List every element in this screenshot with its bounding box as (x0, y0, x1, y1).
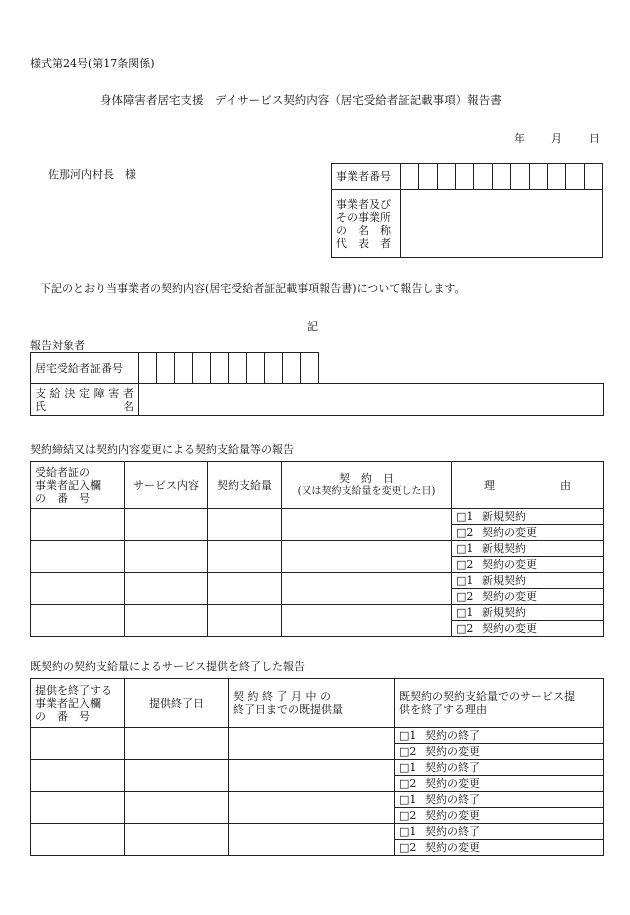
checkbox-icon[interactable]: □2 (399, 841, 417, 854)
s1-header-contract-date-main: 契 約 日 (339, 472, 394, 485)
checkbox-icon[interactable]: □2 (399, 745, 417, 758)
s1-option-change[interactable] (452, 557, 604, 573)
s1-cell-date[interactable] (282, 573, 452, 605)
form-number: 様式第24号(第17条関係) (30, 57, 155, 70)
cert-number-digit[interactable] (211, 353, 229, 384)
intro-text: 下記のとおり当事業者の契約内容(居宅受給者証記載事項報告書)について報告します。 (40, 282, 466, 295)
operator-number-digit[interactable] (419, 164, 437, 190)
s1-header-service: サービス内容 (125, 462, 208, 509)
s1-cell-date[interactable] (282, 509, 452, 541)
s2-cell-end-date[interactable] (125, 792, 229, 824)
section1-title: 契約締結又は契約内容変更による契約支給量等の報告 (30, 443, 294, 456)
s1-option-change[interactable] (452, 589, 604, 605)
s1-option-change[interactable] (452, 525, 604, 541)
cert-number-digit[interactable] (283, 353, 301, 384)
operator-number-label: 事業者番号 (332, 164, 401, 190)
s2-option-change[interactable] (395, 744, 604, 760)
s1-cell-amount[interactable] (208, 509, 282, 541)
checkbox-icon[interactable]: □2 (399, 777, 417, 790)
section2-table (30, 678, 604, 856)
checkbox-icon[interactable]: □1 (399, 729, 417, 742)
s1-header-reason-b: 由 (560, 478, 571, 492)
cert-number-digit[interactable] (247, 353, 265, 384)
checkbox-icon[interactable]: □1 (399, 761, 417, 774)
date-year: 年 (514, 132, 525, 145)
cert-number-digit[interactable] (265, 353, 283, 384)
option-label: 契約の終了 (425, 793, 480, 806)
s1-cell-service[interactable] (125, 573, 208, 605)
s1-header-contract-date-sub: (又は契約支給量を変更した日) (297, 486, 436, 497)
s1-cell-service[interactable] (125, 541, 208, 573)
beneficiary-name-label-line1: 支給決定障害者 (35, 386, 134, 400)
addressee: 佐那河内村長 様 (48, 168, 136, 181)
s2-header-number: 提供を終了する 事業者記入欄 の 番 号 (31, 679, 125, 728)
option-label: 契約の変更 (482, 526, 537, 539)
s2-cell-number[interactable] (31, 824, 125, 856)
s1-cell-amount[interactable] (208, 605, 282, 637)
option-label: 契約の変更 (482, 622, 537, 635)
s1-cell-date[interactable] (282, 541, 452, 573)
s2-option-change[interactable] (395, 840, 604, 856)
beneficiary-name-label-line2 (35, 400, 134, 413)
s2-header-reason: 既契約の契約支給量でのサービス提 供を終了する理由 (395, 679, 604, 728)
option-label: 契約の終了 (425, 825, 480, 838)
checkbox-icon[interactable]: □2 (456, 526, 474, 539)
operator-number-digit[interactable] (474, 164, 492, 190)
cert-number-digit[interactable] (301, 353, 319, 384)
s2-option-contract-end[interactable] (395, 792, 604, 808)
operator-number-digit[interactable] (584, 164, 602, 190)
cert-number-digit[interactable] (157, 353, 175, 384)
checkbox-icon[interactable]: □2 (456, 590, 474, 603)
s2-option-change[interactable] (395, 776, 604, 792)
s1-header-reason-a: 理 (484, 478, 495, 492)
checkbox-icon[interactable]: □1 (399, 825, 417, 838)
s1-cell-date[interactable] (282, 605, 452, 637)
s2-option-change[interactable] (395, 808, 604, 824)
s1-option-new-contract[interactable] (452, 573, 604, 589)
operator-number-digit[interactable] (529, 164, 547, 190)
option-label: 新規契約 (482, 574, 526, 587)
date-month: 月 (551, 132, 562, 145)
option-label: 新規契約 (482, 542, 526, 555)
beneficiary-name-label-mei: 名 (123, 399, 134, 413)
s1-option-new-contract[interactable] (452, 541, 604, 557)
date-day: 日 (589, 132, 600, 145)
s1-cell-service[interactable] (125, 509, 208, 541)
s1-header-amount: 契約支給量 (208, 462, 282, 509)
option-label: 契約の変更 (425, 841, 480, 854)
checkbox-icon[interactable]: □2 (456, 622, 474, 635)
s2-cell-end-date[interactable] (125, 760, 229, 792)
section2-title: 既契約の契約支給量によるサービス提供を終了した報告 (30, 660, 305, 673)
option-label: 契約の変更 (425, 809, 480, 822)
s1-header-cert-number: 受給者証の 事業者記入欄 の 番 号 (31, 462, 125, 509)
s2-cell-provided-amount[interactable] (229, 824, 395, 856)
s1-cell-cert-number[interactable] (31, 605, 125, 637)
operator-name-field[interactable] (401, 190, 603, 258)
option-label: 契約の変更 (425, 777, 480, 790)
blank-space (319, 353, 604, 384)
s1-cell-cert-number[interactable] (31, 573, 125, 605)
option-label: 新規契約 (482, 606, 526, 619)
cert-number-label: 居宅受給者証番号 (31, 353, 139, 384)
checkbox-icon[interactable]: □1 (399, 793, 417, 806)
s2-cell-number[interactable] (31, 792, 125, 824)
s1-option-new-contract[interactable] (452, 509, 604, 525)
s2-cell-number[interactable] (31, 760, 125, 792)
cert-number-digit[interactable] (175, 353, 193, 384)
option-label: 契約の変更 (482, 558, 537, 571)
s2-header-provided-amount: 契 約 終 了 月 中 の 終了日までの既提供量 (229, 679, 395, 728)
s1-option-change[interactable] (452, 621, 604, 637)
s2-option-contract-end[interactable] (395, 760, 604, 776)
s2-cell-end-date[interactable] (125, 728, 229, 760)
s2-cell-end-date[interactable] (125, 824, 229, 856)
checkbox-icon[interactable]: □1 (456, 510, 474, 523)
operator-number-digit[interactable] (492, 164, 510, 190)
s1-cell-cert-number[interactable] (31, 509, 125, 541)
operator-table (331, 163, 603, 258)
checkbox-icon[interactable]: □1 (456, 542, 474, 555)
operator-number-digit[interactable] (547, 164, 565, 190)
document-title: 身体障害者居宅支援 デイサービス契約内容（居宅受給者証記載事項）報告書 (100, 93, 502, 107)
s1-header-contract-date (282, 462, 452, 509)
option-label: 契約の終了 (425, 761, 480, 774)
s1-cell-cert-number[interactable] (31, 541, 125, 573)
s2-option-contract-end[interactable] (395, 728, 604, 744)
option-label: 契約の終了 (425, 729, 480, 742)
checkbox-icon[interactable]: □1 (456, 574, 474, 587)
target-table (30, 352, 604, 416)
cert-number-digit[interactable] (229, 353, 247, 384)
s1-cell-amount[interactable] (208, 541, 282, 573)
checkbox-icon[interactable]: □2 (399, 809, 417, 822)
option-label: 新規契約 (482, 510, 526, 523)
s2-cell-number[interactable] (31, 728, 125, 760)
cert-number-digit[interactable] (139, 353, 157, 384)
s2-cell-provided-amount[interactable] (229, 760, 395, 792)
operator-name-label: 事業者及び その事業所 の 名 称 代 表 者 (332, 190, 401, 258)
option-label: 契約の変更 (482, 590, 537, 603)
s2-option-contract-end[interactable] (395, 824, 604, 840)
cert-number-digit[interactable] (193, 353, 211, 384)
operator-number-digit[interactable] (566, 164, 584, 190)
s1-cell-amount[interactable] (208, 573, 282, 605)
beneficiary-name-label (31, 384, 139, 416)
option-label: 契約の変更 (425, 745, 480, 758)
target-section-label: 報告対象者 (30, 339, 85, 352)
checkbox-icon[interactable]: □1 (456, 606, 474, 619)
beneficiary-name-label-shi: 氏 (35, 399, 46, 413)
ki-mark: 記 (307, 320, 318, 333)
checkbox-icon[interactable]: □2 (456, 558, 474, 571)
operator-number-digit[interactable] (456, 164, 474, 190)
operator-number-digit[interactable] (401, 164, 419, 190)
s1-header-reason-text (456, 479, 599, 492)
s2-cell-provided-amount[interactable] (229, 792, 395, 824)
s2-header-end-date: 提供終了日 (125, 679, 229, 728)
operator-number-digit[interactable] (437, 164, 455, 190)
s1-header-reason (452, 462, 604, 509)
s1-option-new-contract[interactable] (452, 605, 604, 621)
section1-table (30, 461, 604, 637)
operator-number-digit[interactable] (511, 164, 529, 190)
s1-cell-service[interactable] (125, 605, 208, 637)
beneficiary-name-field[interactable] (139, 384, 604, 416)
s2-cell-provided-amount[interactable] (229, 728, 395, 760)
